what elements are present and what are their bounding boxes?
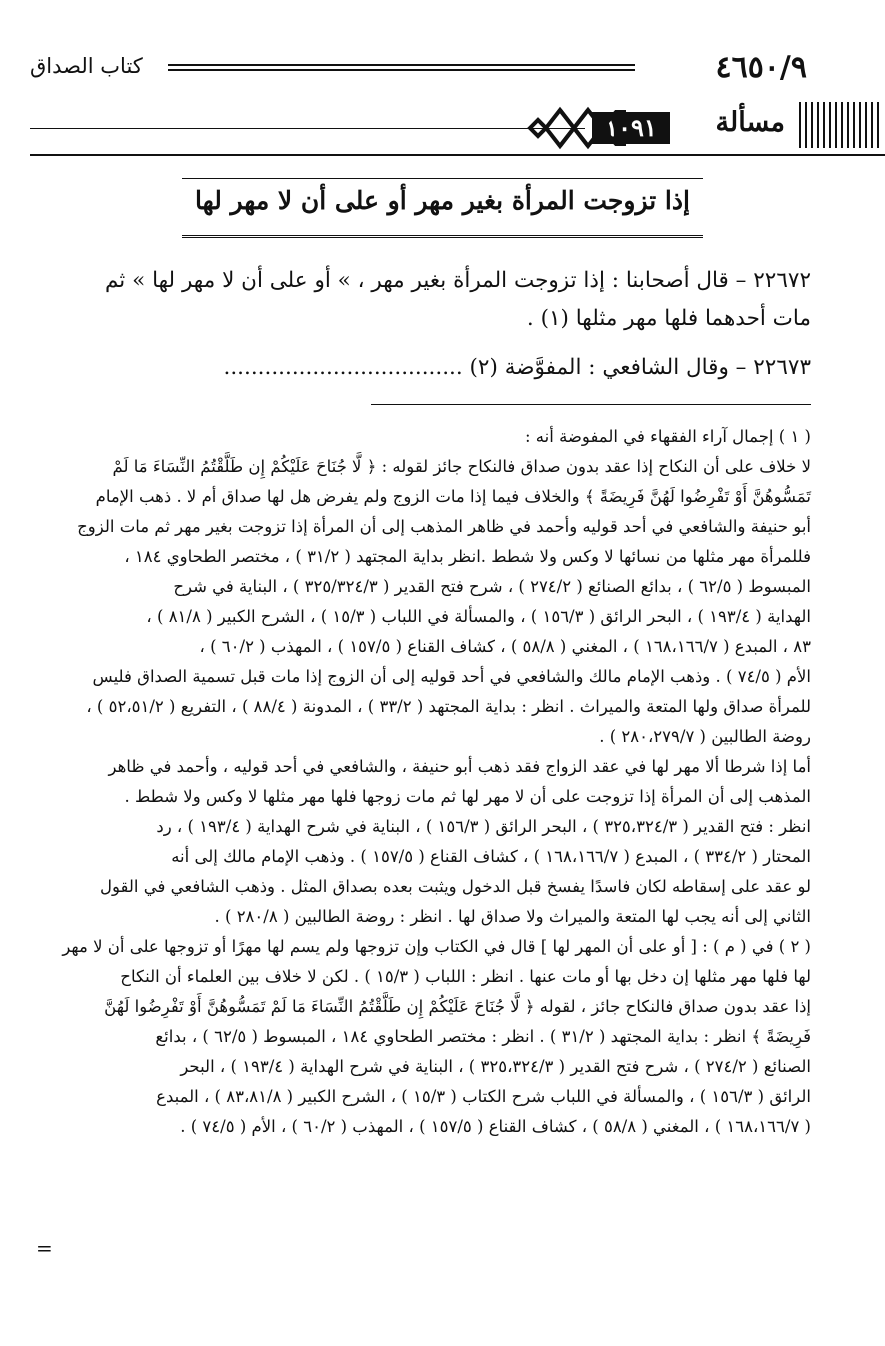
footnote-line: لها فلها مهر مثلها إن دخل بها أو مات عنها . انظر : اللباب ( ١٥/٣ ) . لكن لا خلاف بين العلماء أن النكاح (120, 967, 811, 986)
body-line: ٢٢٦٧٣ – وقال الشافعي : المفوَّضة (٢) ................................... (223, 355, 811, 380)
book-title: كتاب الصداق (30, 54, 143, 78)
footnote-line: لا خلاف على أن النكاح إذا عقد بدون صداق فالنكاح جائز لقوله : ﴿ لَّا جُنَاحَ عَلَيْكُمْ إِن طَلَّقْتُمُ النِّسَاءَ مَا لَمْ (112, 457, 811, 476)
footnote-line: أبو حنيفة والشافعي في أحد قوليه وأحمد في ظاهر المذهب إلى أن المرأة إذا تزوجت بغير مهر ثم مات الزوج (77, 517, 811, 536)
body-line: ٢٢٦٧٢ – قال أصحابنا : إذا تزوجت المرأة بغير مهر ، » أو على أن لا مهر لها » ثم (104, 268, 811, 293)
footnote-line: الثاني إلى أنه يجب لها المتعة والميراث ولا صداق لها . انظر : روضة الطالبين ( ٢٨٠/٨ ) . (214, 907, 811, 926)
continuation-mark: = (36, 1236, 53, 1260)
masala-number-badge: ١٠٩١ (592, 112, 670, 144)
header-rule (168, 64, 635, 71)
footnote-line: الأم ( ٧٤/٥ ) . وذهب الإمام مالك والشافعي في أحد قوليه إلى أن الزوج إذا مات قبل تسمية الصداق فليس (92, 667, 811, 686)
footnote-line: الصنائع ( ٢٧٤/٢ ) ، شرح فتح القدير ( ٣٢٥،٣٢٤/٣ ) ، البناية في شرح الهداية ( ١٩٣/٤ ) ، البحر (180, 1057, 811, 1076)
banner-stripes-ornament (797, 98, 885, 152)
footnote-line: فَرِيضَةً ﴾ انظر : بداية المجتهد ( ٣١/٢ ) . انظر : مختصر الطحاوي ١٨٤ ، المبسوط ( ٦٢/٥ ) ، بدائع (155, 1027, 811, 1046)
footnote-line: تَمَسُّوهُنَّ أَوْ تَفْرِضُوا لَهُنَّ فَرِيضَةً ﴾ والخلاف فيما إذا مات الزوج ولم يفرض هل لها صداق أم لا . ذهب الإمام (95, 487, 811, 506)
footnote-line: لو عقد على إسقاطه لكان فاسدًا يفسخ قبل الدخول ويثبت بعده بصداق المثل . وذهب الشافعي في القول (100, 877, 811, 896)
banner-underline (30, 154, 885, 156)
footnote-line: للمرأة صداق ولها المتعة والميراث . انظر : بداية المجتهد ( ٣٣/٢ ) ، المدونة ( ٨٨/٤ ) ، التفريع ( ٥٢،٥١/٢ ) ، (86, 697, 811, 716)
section-title: إذا تزوجت المرأة بغير مهر أو على أن لا مهر لها (195, 186, 690, 215)
footnote-line: المبسوط ( ٦٢/٥ ) ، بدائع الصنائع ( ٢٧٤/٢ ) ، شرح فتح القدير ( ٣٢٥/٣٢٤/٣ ) ، البناية في شرح (173, 577, 811, 596)
footnote-line: ( ١٦٨،١٦٦/٧ ) ، المغني ( ٥٨/٨ ) ، كشاف القناع ( ١٥٧/٥ ) ، المهذب ( ٦٠/٢ ) ، الأم ( ٧٤/٥ ) . (180, 1117, 811, 1136)
footnote-line: ٨٣ ، المبدع ( ١٦٨،١٦٦/٧ ) ، المغني ( ٥٨/٨ ) ، كشاف القناع ( ١٥٧/٥ ) ، المهذب ( ٦٠/٢ ) ، (199, 637, 811, 656)
footnote-line: ( ٢ ) في ( م ) : [ أو على أن المهر لها ] قال في الكتاب وإن تزوجها ولم يسم لها مهرًا أو تزوجها على أن لا مهر (62, 937, 811, 956)
masala-label: مسألة (715, 107, 785, 138)
footnote-separator (371, 404, 811, 405)
footnote-line: المحتار ( ٣٣٤/٢ ) ، المبدع ( ١٦٨،١٦٦/٧ ) ، كشاف القناع ( ١٥٧/٥ ) . وذهب الإمام مالك إلى أنه (171, 847, 811, 866)
page-number: ٤٦٥٠/٩ (715, 50, 807, 85)
footnote-line: المذهب إلى أن المرأة إذا تزوجت على أن لا مهر لها ثم مات زوجها فلها مهر مثلها لا وكس ولا شطط . (124, 787, 811, 806)
footnote-line: روضة الطالبين ( ٢٨٠،٢٧٩/٧ ) . (599, 727, 811, 746)
footnote-line: الهداية ( ١٩٣/٤ ) ، البحر الرائق ( ١٥٦/٣ ) ، والمسألة في اللباب ( ١٥/٣ ) ، الشرح الكبير ( ٨١/٨ ) ، (146, 607, 811, 626)
footnote-line: إذا عقد بدون صداق فالنكاح جائز ، لقوله ﴿ لَّا جُنَاحَ عَلَيْكُمْ إِن طَلَّقْتُمُ النِّسَاءَ مَا لَمْ تَمَسُّوهُنَّ أَوْ تَفْرِضُوا لَهُنَّ (104, 997, 811, 1016)
footnote-line: أما إذا شرطا ألا مهر لها في عقد الزواج فقد ذهب أبو حنيفة ، والشافعي في أحد قوليه ، وأحمد في ظاهر (108, 757, 811, 776)
footnote-line: انظر : فتح القدير ( ٣٢٥،٣٢٤/٣ ) ، البحر الرائق ( ١٥٦/٣ ) ، البناية في شرح الهداية ( ١٩٣/٤ ) ، رد (156, 817, 811, 836)
footnote-line: فللمرأة مهر مثلها من نسائها لا وكس ولا شطط .انظر بداية المجتهد ( ٣١/٢ ) ، مختصر الطحاوي ١٨٤ ، (124, 547, 811, 566)
footnote-line: الرائق ( ١٥٦/٣ ) ، والمسألة في اللباب شرح الكتاب ( ١٥/٣ ) ، الشرح الكبير ( ٨٣،٨١/٨ ) ، المبدع (156, 1087, 811, 1106)
footnote-line: ( ١ ) إجمال آراء الفقهاء في المفوضة أنه : (525, 427, 811, 446)
body-line: مات أحدهما فلها مهر مثلها (١) . (526, 306, 811, 331)
banner-rule (30, 128, 585, 129)
